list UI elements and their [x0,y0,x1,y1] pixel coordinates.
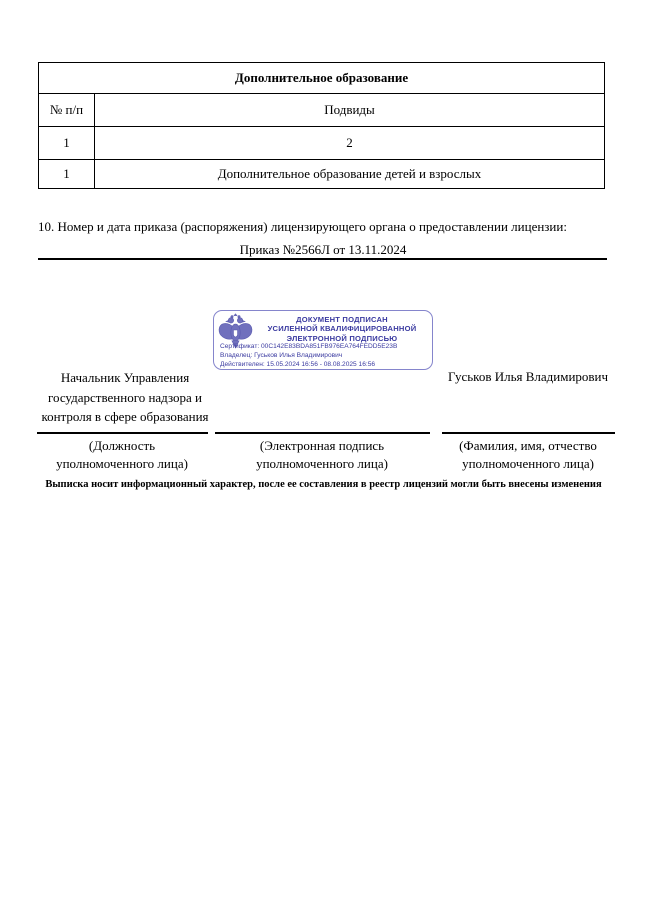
table-row [39,160,605,189]
table-row [39,127,605,160]
stamp-details [220,343,430,369]
signer-position: Начальник Управления государственного надзора и контроля в сфере образования [41,370,209,424]
signature-line-position [37,432,208,434]
horizontal-rule [38,258,607,260]
signer-full-name: Гуськов Илья Владимирович [447,369,609,384]
informational-note: Выписка носит информационный характер, после ее составления в реестр лицензий могли быть внесены изменения [45,479,602,490]
column-header-number: № п/п [39,94,95,127]
section10-label: 10. Номер и дата приказа (распоряжения) лицензирующего органа о предоставлении лицензии: [38,219,567,234]
stamp-validity: Действителен: 15.05.2024 16:56 - 08.08.2025 16:56 [220,360,376,368]
additional-education-table [38,62,605,189]
table-title-row [39,63,605,94]
order-number-and-date: Приказ №2566Л от 13.11.2024 [239,242,407,257]
cell-row-number: 1 [39,160,95,189]
caption-full-name: (Фамилия, имя, отчество уполномоченного лица) [459,438,597,471]
stamp-certificate: Сертификат: 00C142E83BDA851FB976EA764FEDD5E23B [220,343,398,350]
electronic-signature-stamp [213,310,433,370]
stamp-title [256,315,428,343]
column-header-subtypes: Подвиды [95,94,605,127]
stamp-title-line: ДОКУМЕНТ ПОДПИСАН [296,315,388,324]
stamp-title-line: ЭЛЕКТРОННОЙ ПОДПИСЬЮ [286,333,398,343]
signature-line-esign [215,432,430,434]
cell-row-value: Дополнительное образование детей и взрослых [95,160,605,189]
signature-line-name [442,432,615,434]
stamp-title-line: УСИЛЕННОЙ КВАЛИФИЦИРОВАННОЙ [267,324,417,334]
caption-position: (Должность уполномоченного лица) [56,438,188,471]
table-title: Дополнительное образование [39,63,605,94]
table-header-row [39,94,605,127]
stamp-owner: Владелец: Гуськов Илья Владимирович [220,351,343,359]
cell-row-value: 2 [95,127,605,160]
caption-esignature: (Электронная подпись уполномоченного лица) [256,438,388,471]
cell-row-number: 1 [39,127,95,160]
